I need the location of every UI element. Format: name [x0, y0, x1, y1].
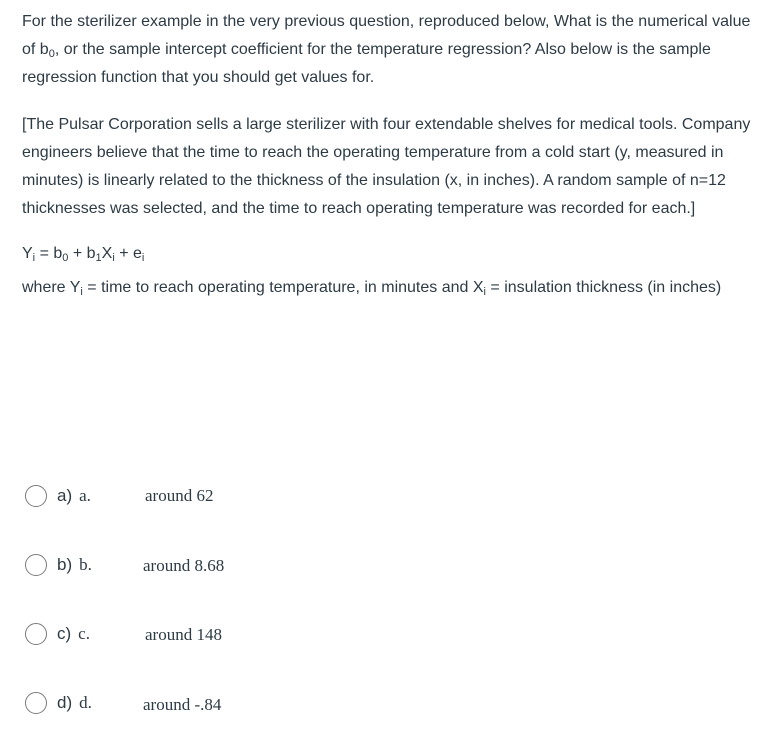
- answer-letter-b: b): [57, 555, 73, 574]
- eq-b0: = b: [35, 245, 63, 262]
- answer-letter-d: d): [57, 693, 73, 712]
- where-a: where Y: [22, 279, 81, 296]
- intro-text-rest: , or the sample intercept coefficient for the temperature regression? Also below is the sample regression function that you should get values for.: [22, 41, 711, 86]
- answer-letter-a: a): [57, 486, 73, 505]
- answer-text-b: around 8.68: [143, 556, 225, 575]
- eq-sub-1: 1: [95, 252, 102, 264]
- where-sub-i2: i: [483, 286, 486, 298]
- radio-b[interactable]: [25, 554, 47, 576]
- eq-x: X: [101, 245, 113, 262]
- answer-option-c[interactable]: [25, 619, 90, 649]
- answer-text-c: around 148: [145, 625, 222, 644]
- answer-text-d: around -.84: [143, 695, 222, 714]
- where-c: = insulation thickness (in inches): [485, 279, 722, 296]
- answer-sublabel-c: c.: [78, 624, 90, 643]
- radio-d[interactable]: [25, 692, 47, 714]
- eq-sub-i2: i: [112, 252, 115, 264]
- radio-c[interactable]: [25, 623, 47, 645]
- eq-sub-i: i: [32, 252, 36, 264]
- radio-a[interactable]: [25, 485, 47, 507]
- answer-letter-c: c): [57, 624, 72, 643]
- answer-sublabel-d: d.: [79, 693, 92, 712]
- eq-sub-i3: i: [141, 252, 145, 264]
- answer-option-a[interactable]: [25, 481, 91, 511]
- where-sub-i: i: [80, 286, 83, 298]
- answer-option-d[interactable]: [25, 688, 92, 718]
- answer-sublabel-a: a.: [79, 486, 91, 505]
- where-b: = time to reach operating temperature, in minutes and X: [82, 279, 484, 296]
- intro-subscript: 0: [48, 48, 55, 60]
- sterilizer-description: [The Pulsar Corporation sells a large sterilizer with four extendable shelves for medical tools. Company engineers believe that the time to reach the operating temperature from a cold start (y, measured in minutes) is linearly related to the thickness of the insulation (x, in inches). A random sample of n=12 thicknesses was selected, and the time to reach operating temperature was recorded for each.]: [22, 116, 751, 217]
- answer-option-b[interactable]: [25, 550, 92, 580]
- eq-b1: + b: [68, 245, 96, 262]
- eq-e: + e: [114, 245, 142, 262]
- eq-y: Y: [22, 245, 33, 262]
- answer-sublabel-b: b.: [79, 555, 92, 574]
- eq-sub-0: 0: [62, 252, 69, 264]
- answer-text-a: around 62: [145, 486, 214, 505]
- intro-text: For the sterilizer example in the very previous question, reproduced below, What is the numerical value of b: [22, 13, 751, 58]
